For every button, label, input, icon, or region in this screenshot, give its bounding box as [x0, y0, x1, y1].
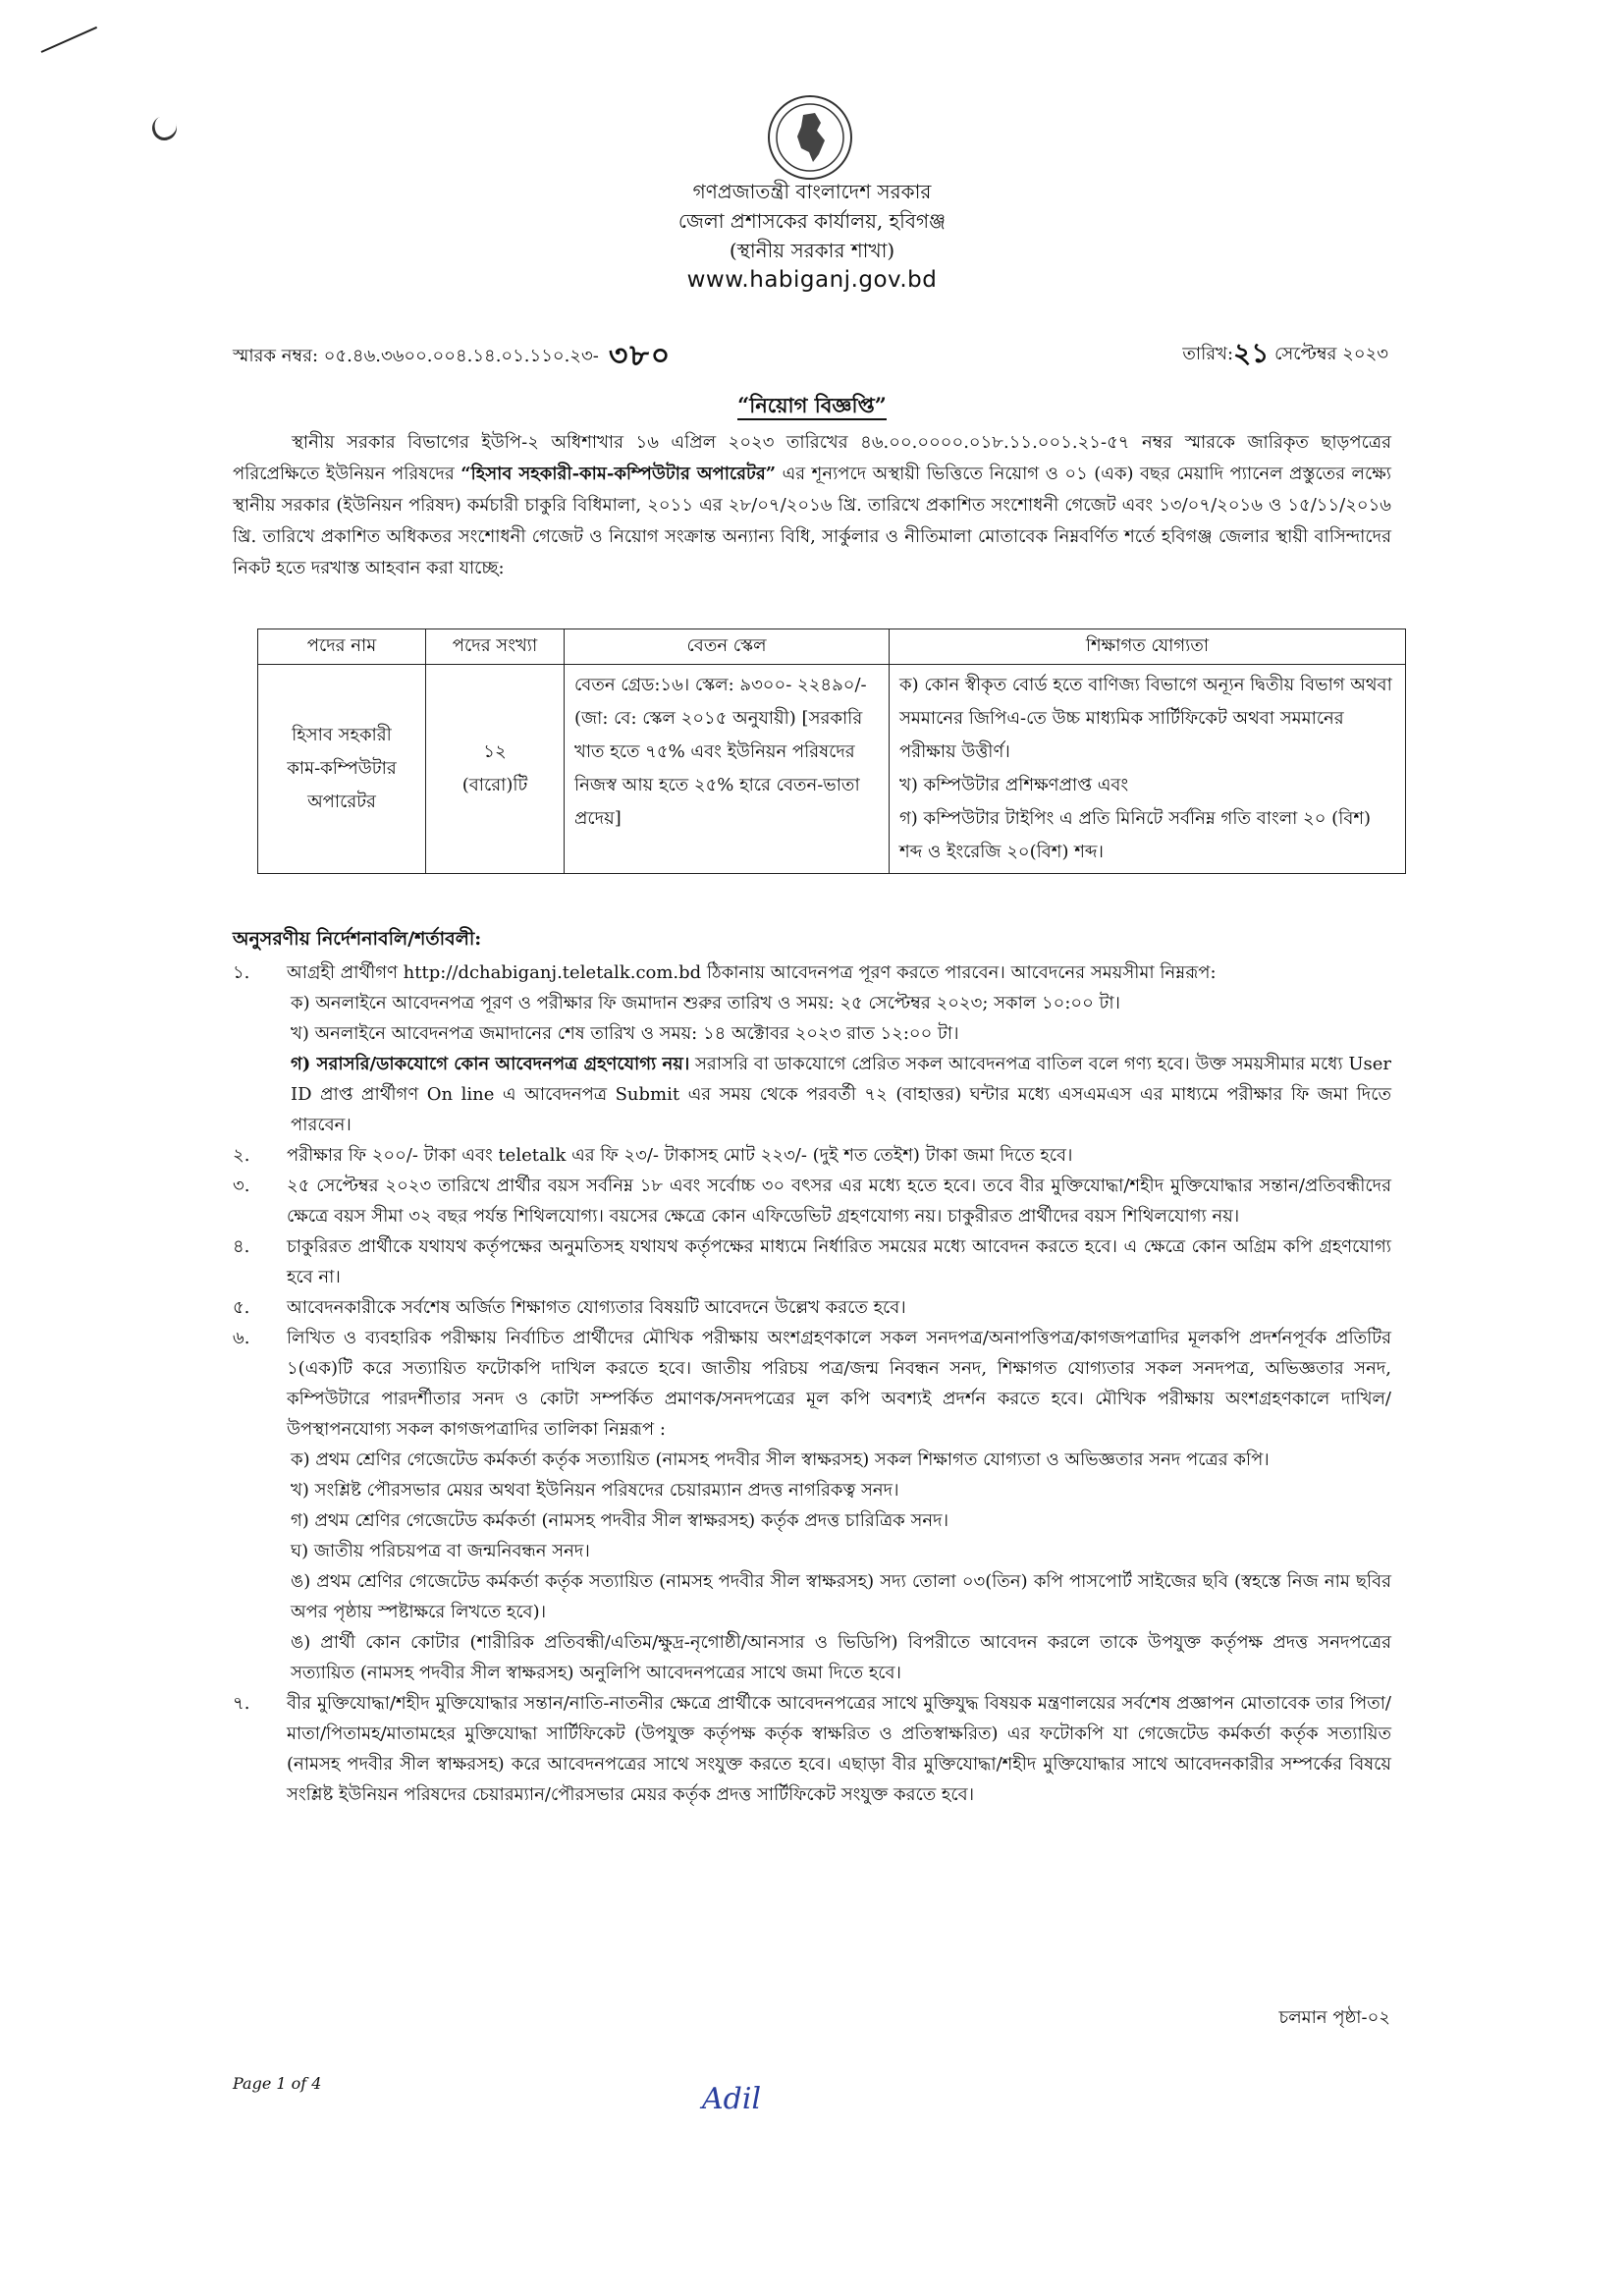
notice-title — [0, 390, 1624, 424]
government-seal-icon — [766, 93, 854, 182]
document-header — [0, 177, 1624, 295]
post-count-number: ১২ — [483, 741, 507, 762]
post-name-line: কাম-কম্পিউটার — [287, 758, 397, 779]
header-line-branch: (স্থানীয় সরকার শাখা) — [729, 239, 895, 262]
item-number: ৪. — [233, 1236, 250, 1257]
item-number: ৩. — [233, 1175, 250, 1196]
intro-part-1: স্থানীয় সরকার বিভাগের ইউপি-২ অধিশাখার ১৬ এপ্রিল ২০২৩ তারিখের ৪৬.০০.০০০০.০১৮.১১.০০১.২১-৫৭ নম্বর স্মারকে জারিকৃত ছাড়পত্রের পরিপ্রেক্ষিতে ইউনিয়ন পরিষদের — [233, 432, 1391, 484]
sub-item-bold: গ) সরাসরি/ডাকযোগে কোন আবেদনপত্র গ্রহণযোগ্য নয়। — [291, 1054, 690, 1074]
memo-date — [1182, 332, 1388, 378]
list-item — [233, 1292, 1391, 1323]
instructions-title: অনুসরণীয় নির্দেশনাবলি/শর্তাবলী: — [233, 928, 482, 950]
sub-item: ঙ) প্রথম শ্রেণির গেজেটেড কর্মকর্তা কর্তৃক সত্যায়িত (নামসহ পদবীর সীল স্বাক্ষরসহ) সদ্য তোলা ০৩(তিন) কপি পাসপোর্ট সাইজের ছবি (স্বহস্তে নিজ নাম ছবির অপর পৃষ্ঠায় স্পষ্টাক্ষরে লিখতে হবে)। — [291, 1571, 1391, 1622]
cell-qualification — [890, 665, 1406, 874]
header-pay-scale: বেতন স্কেল — [565, 629, 890, 665]
handwritten-signature: Adil — [702, 2082, 762, 2116]
item-text: ২৫ সেপ্টেম্বর ২০২৩ তারিখে প্রার্থীর বয়স সর্বনিম্ন ১৮ এবং সর্বোচ্চ ৩০ বৎসর এর মধ্যে হতে হবে। তবে বীর মুক্তিযোদ্ধা/শহীদ মুক্তিযোদ্ধার সন্তান/প্রতিবন্ধীদের ক্ষেত্রে বয়স সীমা ৩২ বছর পর্যন্ত শিথিলযোগ্য। বয়সের ক্ষেত্রে কোন এফিডেভিট গ্রহণযোগ্য নয়। চাকুরীরত প্রার্থীদের বয়স শিথিলযোগ্য নয়। — [287, 1175, 1391, 1227]
sub-item: গ) প্রথম শ্রেণির গেজেটেড কর্মকর্তা (নামসহ পদবীর সীল স্বাক্ষরসহ) কর্তৃক প্রদত্ত চারিত্রিক সনদ। — [291, 1510, 949, 1531]
item-number: ৬. — [233, 1328, 250, 1348]
item-text: চাকুরিরত প্রার্থীকে যথাযথ কর্তৃপক্ষের অনুমতিসহ যথাযথ কর্তৃপক্ষের মাধ্যমে নির্ধারিত সময়ের মধ্যে আবেদন করতে হবে। এ ক্ষেত্রে কোন অগ্রিম কপি গ্রহণযোগ্য হবে না। — [287, 1236, 1391, 1287]
item-number: ১. — [233, 962, 250, 983]
item-number: ৭. — [233, 1693, 250, 1714]
date-label: তারিখ: — [1182, 344, 1234, 364]
item-text: আবেদনকারীকে সর্বশেষ অর্জিত শিক্ষাগত যোগ্যতার বিষয়টি আবেদনে উল্লেখ করতে হবে। — [287, 1297, 906, 1318]
qualification-item: গ) কম্পিউটার টাইপিং এ প্রতি মিনিটে সর্বনিম্ন গতি বাংলা ২০ (বিশ) শব্দ ও ইংরেজি ২০(বিশ) শব্দ। — [899, 808, 1372, 862]
table-header-row — [258, 629, 1406, 665]
sub-item: ক) প্রথম শ্রেণির গেজেটেড কর্মকর্তা কর্তৃক সত্যায়িত (নামসহ পদবীর সীল স্বাক্ষরসহ) সকল শিক্ষাগত যোগ্যতা ও অভিজ্ঞতার সনদ পত্রের কপি। — [291, 1449, 1270, 1470]
posts-table — [257, 629, 1406, 874]
qualification-item: ক) কোন স্বীকৃত বোর্ড হতে বাণিজ্য বিভাগে অন্যূন দ্বিতীয় বিভাগ অথবা সমমানের জিপিএ-তে উচ্চ মাধ্যমিক সার্টিফিকেট অথবা সমমানের পরীক্ষায় উত্তীর্ণ। — [899, 675, 1392, 762]
header-website: www.habiganj.gov.bd — [686, 267, 938, 293]
item-text: লিখিত ও ব্যবহারিক পরীক্ষায় নির্বাচিত প্রার্থীদের মৌখিক পরীক্ষায় অংশগ্রহণকালে সকল সনদপত্র/অনাপত্তিপত্র/কাগজপত্রাদির মূলকপি প্রদর্শনপূর্বক প্রতিটির ১(এক)টি করে সত্যায়িত ফটোকপি দাখিল করতে হবে। জাতীয় পরিচয় পত্র/জন্ম নিবন্ধন সনদ, শিক্ষাগত যোগ্যতার সকল সনদপত্র, অভিজ্ঞতার সনদ, কম্পিউটারে পারদর্শীতার সনদ ও কোটা সম্পর্কিত প্রমাণক/সনদপত্রের মূল কপি অবশ্যই প্রদর্শন করতে হবে। মৌখিক পরীক্ষায় অংশগ্রহণকালে দাখিল/উপস্থাপনযোগ্য সকল কাগজপত্রাদির তালিকা নিম্নরূপ : — [287, 1328, 1391, 1440]
date-rest: সেপ্টেম্বর ২০২৩ — [1269, 344, 1388, 364]
intro-post-name: “হিসাব সহকারী-কাম-কম্পিউটার অপারেটর” — [460, 464, 777, 484]
header-post-count: পদের সংখ্যা — [426, 629, 565, 665]
sub-item: সরাসরি বা ডাকযোগে প্রেরিত সকল আবেদনপত্র বাতিল বলে গণ্য হবে। উক্ত সময়সীমার মধ্যে User ID প্রাপ্ত প্রার্থীগণ On line এ আবেদনপত্র Submit এর সময় থেকে পরবর্তী ৭২ (বাহাত্তর) ঘন্টার মধ্যে এসএমএস এর মাধ্যমে পরীক্ষার ফি জমা দিতে পারবেন। — [291, 1054, 1391, 1135]
notice-intro — [233, 427, 1391, 584]
sub-item: খ) সংশ্লিষ্ট পৌরসভার মেয়র অথবা ইউনিয়ন পরিষদের চেয়ারম্যান প্রদত্ত নাগরিকত্ব সনদ। — [291, 1480, 899, 1501]
cell-pay-scale: বেতন গ্রেড:১৬। স্কেল: ৯৩০০- ২২৪৯০/- (জা: বে: স্কেল ২০১৫ অনুযায়ী) [সরকারি খাত হতে ৭৫% এবং ইউনিয়ন পরিষদের নিজস্ব আয় হতে ২৫% হারে বেতন-ভাতা প্রদেয়] — [565, 665, 890, 874]
instructions-list — [233, 957, 1391, 1810]
sub-item: ক) অনলাইনে আবেদনপত্র পূরণ ও পরীক্ষার ফি জমাদান শুরুর তারিখ ও সময়: ২৫ সেপ্টেম্বর ২০২৩; সকাল ১০:০০ টা। — [291, 993, 1120, 1013]
sub-item: খ) অনলাইনে আবেদনপত্র জমাদানের শেষ তারিখ ও সময়: ১৪ অক্টোবর ২০২৩ রাত ১২:০০ টা। — [291, 1023, 959, 1044]
item-number: ৫. — [233, 1297, 250, 1318]
pen-mark — [41, 27, 97, 53]
memo-number-prefix: স্মারক নম্বর: ০৫.৪৬.৩৬০০.০০৪.১৪.০১.১১০.২৩- — [233, 346, 599, 366]
list-item — [233, 1171, 1391, 1231]
header-line-office: জেলা প্রশাসকের কার্যালয়, হবিগঞ্জ — [677, 209, 947, 233]
item-text: পরীক্ষার ফি ২০০/- টাকা এবং teletalk এর ফি ২৩/- টাকাসহ মোট ২২৩/- (দুই শত তেইশ) টাকা জমা দিতে হবে। — [287, 1145, 1073, 1166]
page-number: Page 1 of 4 — [233, 2074, 322, 2093]
cell-post-name — [258, 665, 426, 874]
memo-number — [233, 332, 672, 382]
memo-number-handwritten: ৩৮০ — [608, 339, 673, 373]
table-row — [258, 665, 1406, 874]
list-item — [233, 1323, 1391, 1688]
post-count-words: (বারো)টি — [461, 775, 528, 795]
post-name-line: হিসাব সহকারী — [292, 725, 392, 745]
intro-part-2: এর শূন্যপদে অস্থায়ী ভিত্তিতে নিয়োগ ও ০১ (এক) বছর মেয়াদি প্যানেল প্রস্তুতের লক্ষ্যে স্থানীয় সরকার (ইউনিয়ন পরিষদ) কর্মচারী চাকুরি বিধিমালা, ২০১১ এর ২৮/০৭/২০১৬ খ্রি. তারিখে প্রকাশিত সংশোধনী গেজেট এবং ১৩/০৭/২০১৬ ও ১৫/১১/২০১৬ খ্রি. তারিখে প্রকাশিত অধিকতর সংশোধনী গেজেট ও নিয়োগ সংক্রান্ত অন্যান্য বিধি, সার্কুলার ও নীতিমালা মোতাবেক নিম্নবর্ণিত শর্তে হবিগঞ্জ জেলার স্থায়ী বাসিন্দাদের নিকট হতে দরখাস্ত আহবান করা যাচ্ছে: — [233, 464, 1392, 578]
qualification-item: খ) কম্পিউটার প্রশিক্ষণপ্রাপ্ত এবং — [899, 775, 1129, 795]
cell-post-count — [426, 665, 565, 874]
post-name-line: অপারেটর — [307, 792, 376, 812]
item-number: ২. — [233, 1145, 250, 1166]
list-item — [233, 1231, 1391, 1292]
list-item — [233, 957, 1391, 1140]
notice-title-text: “নিয়োগ বিজ্ঞপ্তি” — [737, 393, 887, 420]
list-item — [233, 1688, 1391, 1810]
list-item — [233, 1140, 1391, 1171]
item-text: বীর মুক্তিযোদ্ধা/শহীদ মুক্তিযোদ্ধার সন্তান/নাতি-নাতনীর ক্ষেত্রে প্রার্থীকে আবেদনপত্রের সাথে মুক্তিযুদ্ধ বিষয়ক মন্ত্রণালয়ের সর্বশেষ প্রজ্ঞাপন মোতাবেক তার পিতা/মাতা/পিতামহ/মাতামহের মুক্তিযোদ্ধা সার্টিফিকেট (উপযুক্ত কর্তৃপক্ষ কর্তৃক স্বাক্ষরিত ও প্রতিস্বাক্ষরিত) এর ফটোকপি যা গেজেটেড কর্মকর্তা কর্তৃক সত্যায়িত (নামসহ পদবীর সীল স্বাক্ষরসহ) করে আবেদনপত্রের সাথে সংযুক্ত করতে হবে। এছাড়া বীর মুক্তিযোদ্ধা/শহীদ মুক্তিযোদ্ধার সাথে আবেদনকারীর সম্পর্কের বিষয়ে সংশ্লিষ্ট ইউনিয়ন পরিষদের চেয়ারম্যান/পৌরসভার মেয়র কর্তৃক প্রদত্ত সার্টিফিকেট সংযুক্ত করতে হবে। — [287, 1693, 1391, 1805]
header-qualification: শিক্ষাগত যোগ্যতা — [890, 629, 1406, 665]
sub-item: ঙ) প্রার্থী কোন কোটার (শারীরিক প্রতিবন্ধী/এতিম/ক্ষুদ্র-নৃগোষ্ঠী/আনসার ও ভিডিপি) বিপরীতে আবেদন করলে তাকে উপযুক্ত কর্তৃপক্ষ প্রদত্ত সনদপত্রের সত্যায়িত (নামসহ পদবীর সীল স্বাক্ষরসহ) অনুলিপি আবেদনপত্রের সাথে জমা দিতে হবে। — [291, 1632, 1391, 1683]
header-post-name: পদের নাম — [258, 629, 426, 665]
date-day-handwritten: ২১ — [1233, 337, 1270, 369]
header-line-government: গণপ্রজাতন্ত্রী বাংলাদেশ সরকার — [692, 180, 932, 203]
item-text: আগ্রহী প্রার্থীগণ http://dchabiganj.teletalk.com.bd ঠিকানায় আবেদনপত্র পূরণ করতে পারবেন। আবেদনের সময়সীমা নিম্নরূপ: — [287, 962, 1217, 983]
sub-item: ঘ) জাতীয় পরিচয়পত্র বা জন্মনিবন্ধন সনদ। — [291, 1541, 590, 1561]
continued-page-note: চলমান পৃষ্ঠা-০২ — [1278, 2007, 1390, 2028]
pen-mark-curve — [148, 112, 180, 143]
